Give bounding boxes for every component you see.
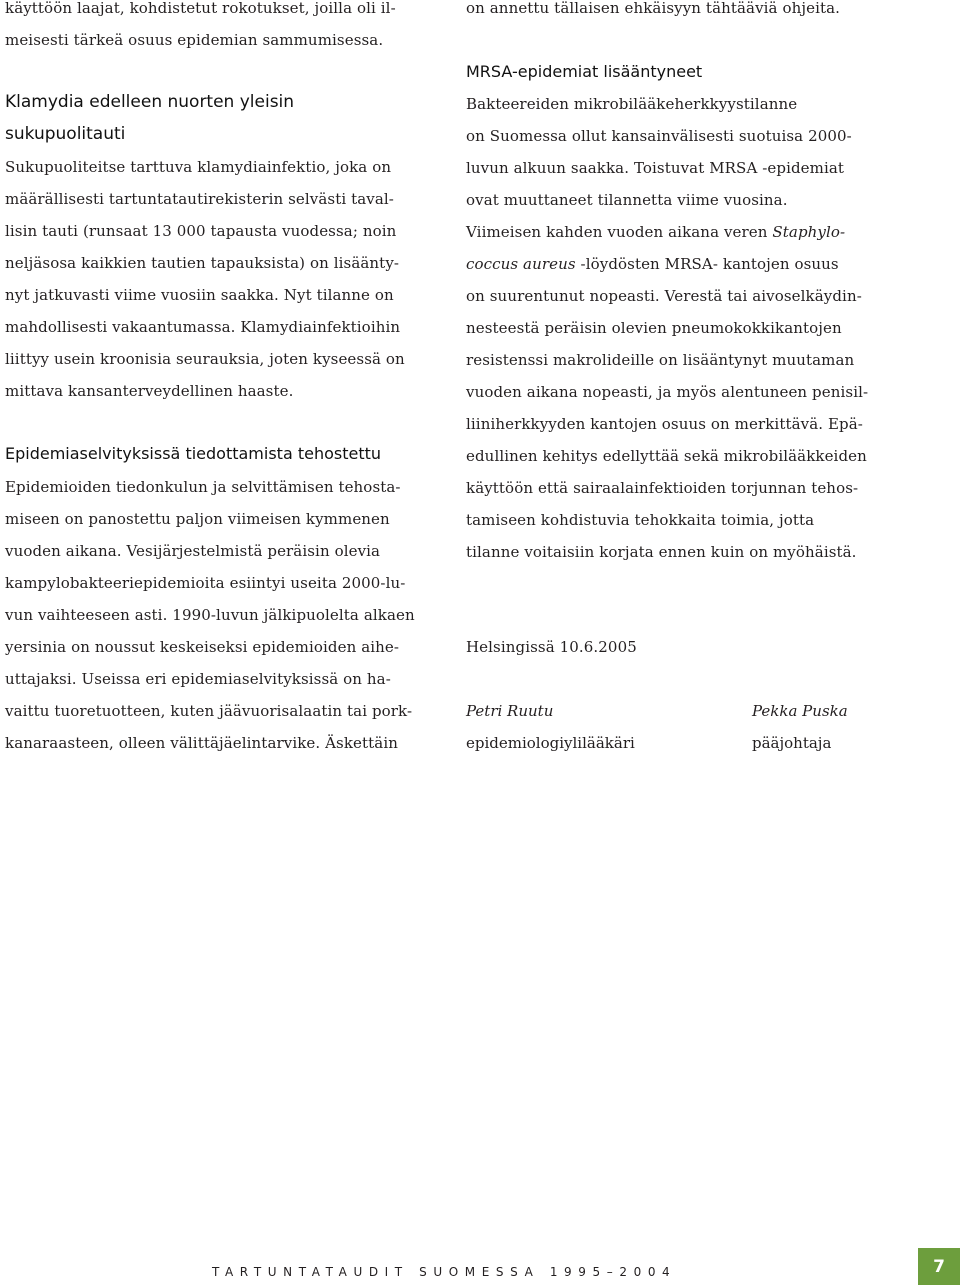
body-line: liiniherkkyyden kantojen osuus on merkittävä. Epä- <box>466 415 863 433</box>
body-line: edullinen kehitys edellyttää sekä mikrobilääkkeiden <box>466 447 867 465</box>
body-line: Sukupuoliteitse tarttuva klamydiainfektio, joka on <box>5 158 392 176</box>
body-line: ovat muuttaneet tilannetta viime vuosina. <box>466 191 788 209</box>
body-line: miseen on panostettu paljon viimeisen kymmenen <box>5 510 390 528</box>
section-heading: Epidemiaselvityksissä tiedottamista tehostettu <box>5 444 382 463</box>
body-line: on suurentunut nopeasti. Verestä tai aivoselkäydin- <box>466 287 862 305</box>
body-line: vun vaihteeseen asti. 1990-luvun jälkipuolelta alkaen <box>5 606 415 624</box>
page-number: 7 <box>918 1248 960 1285</box>
body-line <box>466 222 845 242</box>
italic-term: Staphylo- <box>772 223 846 241</box>
section-heading: MRSA-epidemiat lisääntyneet <box>466 62 703 81</box>
body-line: nyt jatkuvasti viime vuosiin saakka. Nyt tilanne on <box>5 286 394 304</box>
body-line: lisin tauti (runsaat 13 000 tapausta vuodessa; noin <box>5 222 397 240</box>
body-line: Epidemioiden tiedonkulun ja selvittämisen tehosta- <box>5 478 401 496</box>
body-line: käyttöön että sairaalainfektioiden torjunnan tehos- <box>466 479 859 497</box>
body-line: tilanne voitaisiin korjata ennen kuin on myöhäistä. <box>466 543 857 561</box>
body-line: Bakteereiden mikrobilääkeherkkyystilanne <box>466 95 798 113</box>
body-line: uttajaksi. Useissa eri epidemiaselvityksissä on ha- <box>5 670 391 688</box>
body-line: neljäsosa kaikkien tautien tapauksista) on lisäänty- <box>5 254 400 272</box>
signature-title: epidemiologiylilääkäri <box>466 734 635 752</box>
body-text: -löydösten MRSA- kantojen osuus <box>580 255 839 273</box>
body-line: kanaraasteen, olleen välittäjäelintarvike. Äskettäin <box>5 734 398 752</box>
body-line: määrällisesti tartuntatautirekisterin selvästi taval- <box>5 190 394 208</box>
body-line: vuoden aikana nopeasti, ja myös alentuneen penisil- <box>466 383 869 401</box>
body-line: mittava kansanterveydellinen haaste. <box>5 382 294 400</box>
body-line: liittyy usein kroonisia seurauksia, joten kyseessä on <box>5 350 405 368</box>
body-line: vuoden aikana. Vesijärjestelmistä peräisin olevia <box>5 542 381 560</box>
section-heading: sukupuolitauti <box>5 124 126 144</box>
body-line: on Suomessa ollut kansainvälisesti suotuisa 2000- <box>466 127 852 145</box>
section-heading: Klamydia edelleen nuorten yleisin <box>5 92 295 112</box>
body-line: nesteestä peräisin olevien pneumokokkikantojen <box>466 319 842 337</box>
intro-line: käyttöön laajat, kohdistetut rokotukset, joilla oli il- <box>5 0 396 17</box>
signature-name: Petri Ruutu <box>466 702 554 720</box>
body-line: resistenssi makrolideille on lisääntynyt muutaman <box>466 351 855 369</box>
signature-title: pääjohtaja <box>752 734 832 752</box>
footer-running-title: TARTUNTATAUDIT SUOMESSA 1995–2004 <box>212 1265 677 1279</box>
italic-term: coccus aureus <box>466 255 576 273</box>
body-line: tamiseen kohdistuvia tehokkaita toimia, jotta <box>466 511 815 529</box>
intro-line: meisesti tärkeä osuus epidemian sammumisessa. <box>5 31 384 49</box>
body-line: vaittu tuoretuotteen, kuten jäävuorisalaatin tai pork- <box>5 702 413 720</box>
body-text: Viimeisen kahden vuoden aikana veren <box>466 223 773 241</box>
body-line: yersinia on noussut keskeiseksi epidemioiden aihe- <box>5 638 400 656</box>
body-line: kampylobakteeriepidemioita esiintyi useita 2000-lu- <box>5 574 406 592</box>
signature-name: Pekka Puska <box>752 702 848 720</box>
place-date: Helsingissä 10.6.2005 <box>466 638 637 656</box>
intro-line: on annettu tällaisen ehkäisyyn tähtääviä ohjeita. <box>466 0 841 17</box>
body-line <box>466 254 839 274</box>
body-line: mahdollisesti vakaantumassa. Klamydiainfektioihin <box>5 318 401 336</box>
body-line: luvun alkuun saakka. Toistuvat MRSA -epidemiat <box>466 159 845 177</box>
